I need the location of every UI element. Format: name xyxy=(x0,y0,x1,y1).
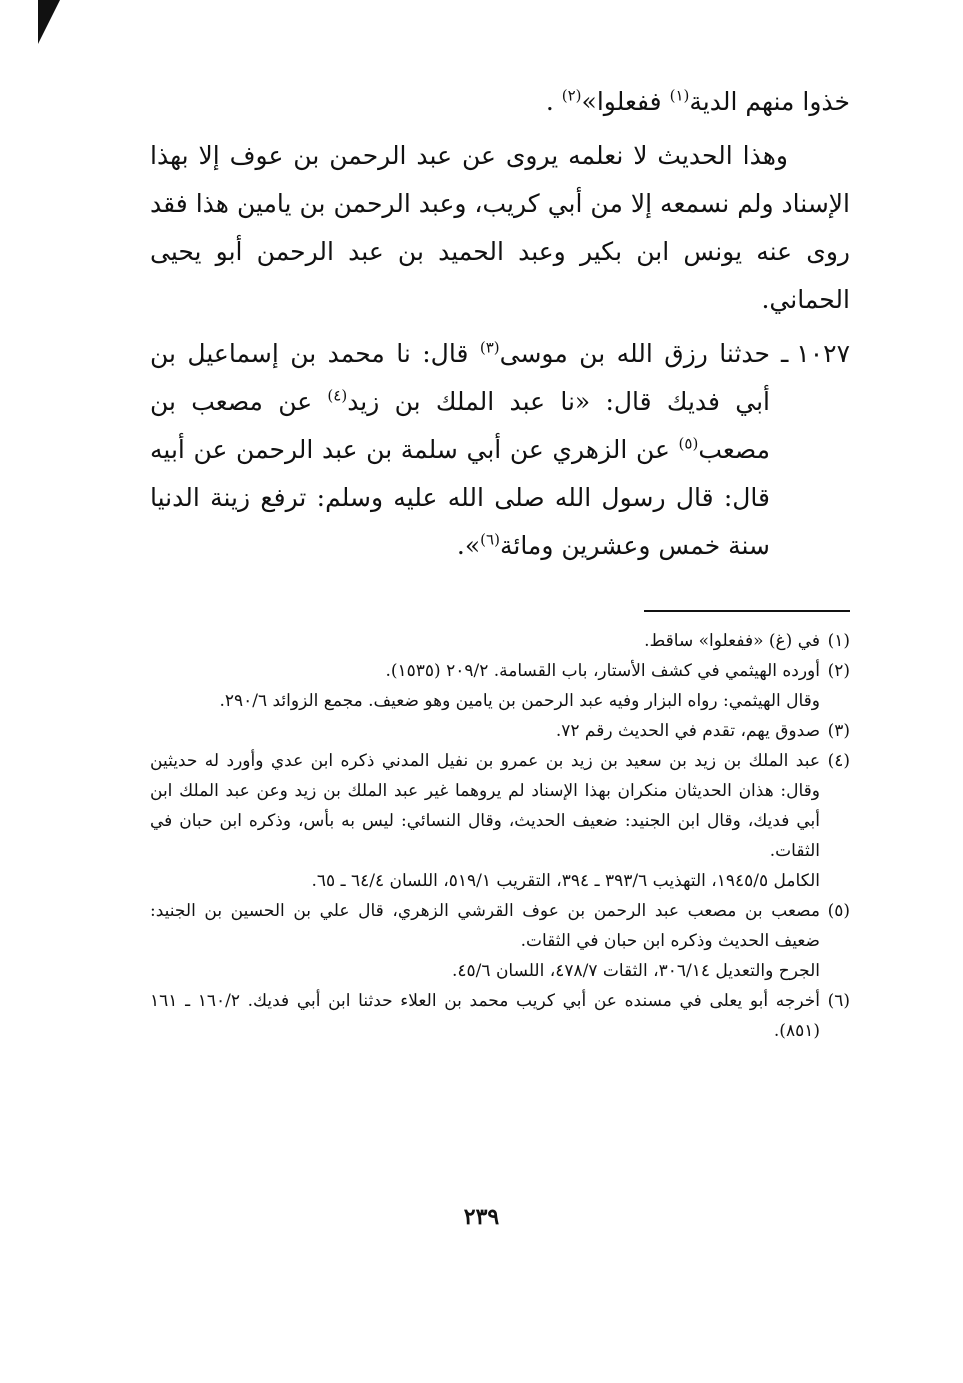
footnote xyxy=(150,626,850,656)
text-fragment: ». xyxy=(456,531,481,560)
text-fragment: . xyxy=(545,87,554,116)
footnote-ref: (٣) xyxy=(479,338,500,357)
footnote-text: صدوق يهم، تقدم في الحديث رقم ٧٢. xyxy=(555,721,820,741)
text-fragment: عن الزهري عن أبي سلمة بن عبد الرحمن عن أبيه قال: قال رسول الله صلى الله عليه وسلم: ترفع زينة الدنيا سنة خمس وعشرين ومائة xyxy=(150,435,770,560)
text-line-1 xyxy=(150,78,850,126)
footnote-ref: (٥) xyxy=(678,434,699,453)
footnote-text: وقال الهيثمي: رواه البزار وفيه عبد الرحمن بن يامين وهو ضعيف. مجمع الزوائد ٢٩٠/٦. xyxy=(219,691,820,711)
footnote-number: (٢) xyxy=(827,661,850,681)
text-fragment: ففعلوا» xyxy=(581,87,670,116)
footnote-text: أورده الهيثمي في كشف الأستار، باب القسامة. ٢٠٩/٢ (١٥٣٥). xyxy=(385,661,820,681)
footnotes xyxy=(150,626,850,1046)
corner-mark xyxy=(38,0,60,44)
text-fragment: حدثنا رزق الله بن موسى xyxy=(499,339,770,368)
footnote-text: عبد الملك بن زيد بن سعيد بن زيد بن عمرو بن نفيل المدني ذكره ابن عدي وأورد له حديثين وقال: هذان الحديثان منكران بهذا الإسناد لم يروهما غير عبد الملك بن زيد وعن عبد الملك ابن أبي فديك، وقال ابن الجنيد: ضعيف الحديث، وقال النسائي: ليس به بأس، وذكره ابن حبان في الثقات. xyxy=(150,751,820,861)
hadith-number: ١٠٢٧ ـ xyxy=(781,339,850,368)
footnote xyxy=(150,746,850,896)
footnote-text: أخرجه أبو يعلى في مسنده عن أبي كريب محمد بن العلاء حدثنا ابن أبي فديك. ١٦٠/٢ ـ ١٦١ (٨٥١). xyxy=(150,991,820,1041)
footnote-number: (١) xyxy=(827,631,850,651)
footnote-text: مصعب بن مصعب عبد الرحمن بن عوف القرشي الزهري، قال علي بن الحسين بن الجنيد: ضعيف الحديث وذكره ابن حبان في الثقات. xyxy=(150,901,820,951)
hadith-paragraph xyxy=(150,330,850,570)
page-number: ٢٣٩ xyxy=(463,1204,500,1230)
text-fragment: خذوا منهم الدية xyxy=(689,87,850,116)
footnote xyxy=(150,656,850,716)
footnote-text: في (غ) «ففعلوا» ساقط. xyxy=(644,631,820,651)
footnote-ref: (٢) xyxy=(561,86,582,105)
text-fragment: قال: نا محمد بن إسماعيل بن أبي فديك قال: «نا عبد الملك بن زيد xyxy=(150,339,770,416)
footnote-number: (٦) xyxy=(827,991,850,1011)
footnote xyxy=(150,716,850,746)
text-fragment: عن مصعب بن مصعب xyxy=(150,387,770,464)
footnote-ref: (٤) xyxy=(327,386,348,405)
main-text xyxy=(150,78,850,570)
footnote-ref: (٦) xyxy=(480,530,500,549)
page-content xyxy=(150,78,850,1046)
footnote xyxy=(150,986,850,1046)
footnote-text: الجرح والتعديل ٣٠٦/١٤، الثقات ٤٧٨/٧، اللسان ٤٥/٦. xyxy=(452,961,820,981)
footnote-ref: (١) xyxy=(669,86,690,105)
footnote xyxy=(150,896,850,986)
footnote-number: (٥) xyxy=(827,901,850,921)
footnote-number: (٤) xyxy=(827,751,850,771)
commentary-paragraph: وهذا الحديث لا نعلمه يروى عن عبد الرحمن بن عوف إلا بهذا الإسناد ولم نسمعه إلا من أبي كريب، وعبد الرحمن بن يامين هذا فقد روى عنه يونس ابن بكير وعبد الحميد بن عبد الرحمن أبو يحيى الحماني. xyxy=(150,141,850,314)
footnote-text: الكامل ١٩٤٥/٥، التهذيب ٣٩٣/٦ ـ ٣٩٤، التقريب ٥١٩/١، اللسان ٦٤/٤ ـ ٦٥. xyxy=(311,871,820,891)
footnote-divider xyxy=(644,610,850,612)
footnote-number: (٣) xyxy=(827,721,850,741)
